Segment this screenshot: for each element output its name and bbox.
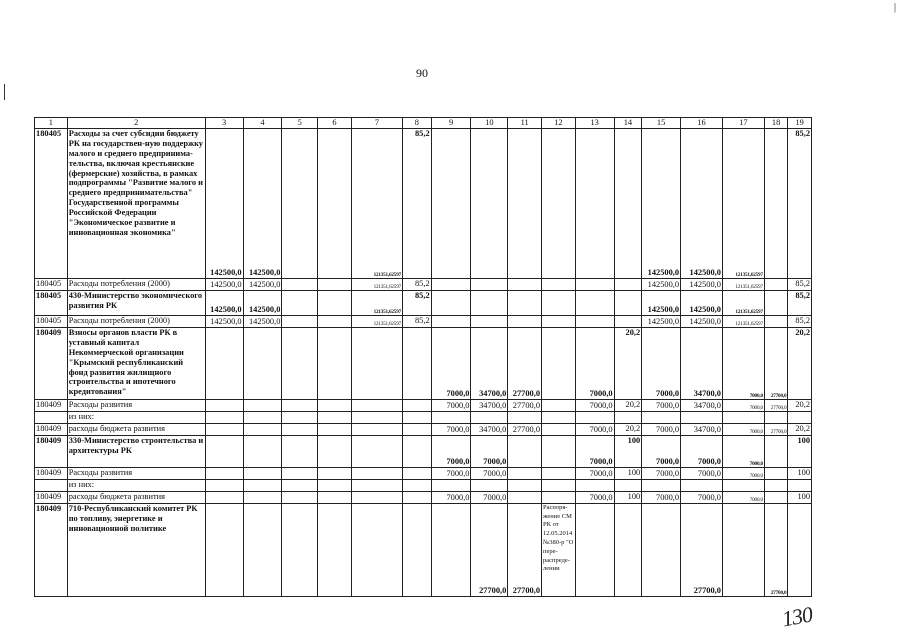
value-cell — [642, 411, 681, 423]
percent-cell — [614, 503, 642, 596]
value-cell: 7000,0 — [722, 423, 764, 435]
percent-cell: 85,2 — [788, 315, 812, 327]
column-number: 9 — [431, 118, 471, 129]
value-cell — [282, 278, 318, 290]
row-name: расходы бюджета развития — [67, 491, 205, 503]
value-cell: 121351,62597 — [722, 290, 764, 315]
value-cell — [431, 315, 471, 327]
value-cell: 7000,0 — [722, 467, 764, 479]
value-cell — [508, 315, 542, 327]
value-cell: 7000,0 — [722, 399, 764, 411]
percent-cell — [614, 411, 642, 423]
value-cell: 7000,0 — [681, 467, 723, 479]
value-cell — [471, 479, 508, 491]
value-cell — [681, 479, 723, 491]
row-name: Расходы за счет субсидии бюджету РК на государствен-ную поддержку малого и среднего предпринима-тельства, включая крестьянские (фермерские) хозяйства, в рамках подпрограммы "Развитие малого и среднего предпринимательства" Государственной программы Российской Федерации "Экономическое развитие и инновационная экономика" — [67, 128, 205, 278]
percent-cell: 20,2 — [614, 423, 642, 435]
value-cell: 142500,0 — [205, 315, 243, 327]
table-row — [35, 435, 812, 467]
value-cell — [243, 467, 282, 479]
value-cell: 7000,0 — [642, 423, 681, 435]
value-cell — [282, 435, 318, 467]
table-row — [35, 411, 812, 423]
value-cell — [542, 290, 576, 315]
column-number: 1 — [35, 118, 68, 129]
value-cell: 142500,0 — [642, 278, 681, 290]
percent-cell: 100 — [788, 435, 812, 467]
value-cell — [575, 479, 614, 491]
value-cell — [318, 479, 352, 491]
percent-cell: 100 — [614, 467, 642, 479]
value-cell: 7000,0 — [431, 423, 471, 435]
value-cell: 27700,0 — [508, 503, 542, 596]
value-cell — [431, 290, 471, 315]
column-number: 5 — [282, 118, 318, 129]
row-code: 180409 — [35, 467, 68, 479]
value-cell: 121351,62597 — [351, 290, 402, 315]
value-cell — [205, 411, 243, 423]
value-cell — [205, 435, 243, 467]
value-cell: 7000,0 — [431, 399, 471, 411]
value-cell — [318, 278, 352, 290]
percent-cell — [403, 423, 432, 435]
row-name: Расходы потребления (2000) — [67, 278, 205, 290]
value-cell: 27700,0 — [681, 503, 723, 596]
value-cell: 34700,0 — [681, 399, 723, 411]
value-cell: 142500,0 — [205, 290, 243, 315]
value-cell — [282, 479, 318, 491]
value-cell: 27700,0 — [471, 503, 508, 596]
row-name: Взносы органов власти РК в уставный капитал Некоммерческой организации "Крымский республиканский фонд развития жилищного строительства и ипотечного кредитования" — [67, 327, 205, 399]
value-cell — [243, 479, 282, 491]
percent-cell — [614, 479, 642, 491]
percent-cell — [788, 479, 812, 491]
value-cell — [508, 278, 542, 290]
row-code: 180405 — [35, 278, 68, 290]
percent-cell: 85,2 — [403, 315, 432, 327]
value-cell: 7000,0 — [642, 491, 681, 503]
value-cell: 34700,0 — [681, 327, 723, 399]
percent-cell — [788, 503, 812, 596]
value-cell — [575, 315, 614, 327]
value-cell — [318, 503, 352, 596]
value-cell — [471, 411, 508, 423]
value-cell: 142500,0 — [681, 128, 723, 278]
percent-cell: 20,2 — [614, 399, 642, 411]
column-number: 7 — [351, 118, 402, 129]
value-cell: 142500,0 — [243, 290, 282, 315]
column-number: 11 — [508, 118, 542, 129]
value-cell: 27700,0 — [764, 503, 788, 596]
value-cell: 34700,0 — [681, 423, 723, 435]
value-cell — [542, 315, 576, 327]
value-cell — [282, 467, 318, 479]
value-cell — [243, 491, 282, 503]
value-cell — [722, 503, 764, 596]
value-cell: 7000,0 — [431, 435, 471, 467]
value-cell — [318, 327, 352, 399]
value-cell — [471, 278, 508, 290]
value-cell: 7000,0 — [681, 491, 723, 503]
column-number-row — [35, 118, 812, 129]
column-number: 19 — [788, 118, 812, 129]
value-cell: 142500,0 — [642, 315, 681, 327]
column-number: 15 — [642, 118, 681, 129]
value-cell — [471, 128, 508, 278]
value-cell — [642, 479, 681, 491]
row-code: 180409 — [35, 327, 68, 399]
value-cell: 7000,0 — [431, 327, 471, 399]
percent-cell — [403, 327, 432, 399]
percent-cell — [403, 479, 432, 491]
value-cell — [351, 503, 402, 596]
row-name: 330-Министерство строительства и архитектуры РК — [67, 435, 205, 467]
value-cell — [351, 467, 402, 479]
value-cell: 142500,0 — [642, 290, 681, 315]
percent-cell: 100 — [788, 491, 812, 503]
row-code: 180409 — [35, 503, 68, 596]
percent-cell: 85,2 — [788, 290, 812, 315]
value-cell: 121351,62597 — [351, 128, 402, 278]
value-cell — [351, 327, 402, 399]
row-code: 180409 — [35, 399, 68, 411]
value-cell: 34700,0 — [471, 423, 508, 435]
percent-cell — [788, 411, 812, 423]
row-code: 180409 — [35, 423, 68, 435]
percent-cell: 100 — [614, 435, 642, 467]
row-code — [35, 411, 68, 423]
value-cell — [282, 290, 318, 315]
value-cell — [318, 290, 352, 315]
percent-cell: 85,2 — [403, 290, 432, 315]
value-cell — [542, 491, 576, 503]
table-row — [35, 423, 812, 435]
value-cell — [243, 435, 282, 467]
table-row — [35, 399, 812, 411]
column-number: 2 — [67, 118, 205, 129]
percent-cell — [403, 411, 432, 423]
value-cell: 121351,62597 — [351, 315, 402, 327]
value-cell — [282, 491, 318, 503]
value-cell: 7000,0 — [575, 467, 614, 479]
row-name: расходы бюджета развития — [67, 423, 205, 435]
value-cell: 142500,0 — [681, 290, 723, 315]
value-cell: 7000,0 — [642, 435, 681, 467]
value-cell — [642, 503, 681, 596]
value-cell: 7000,0 — [575, 491, 614, 503]
note-cell: Распоря-жение СМ РК от 12.05.2014 №380-р "О пере-распреде-лении — [542, 503, 576, 596]
column-number: 12 — [542, 118, 576, 129]
table-row — [35, 278, 812, 290]
column-number: 14 — [614, 118, 642, 129]
value-cell — [508, 467, 542, 479]
table-row — [35, 327, 812, 399]
value-cell — [205, 399, 243, 411]
column-number: 13 — [575, 118, 614, 129]
percent-cell: 100 — [788, 467, 812, 479]
value-cell — [764, 411, 788, 423]
value-cell — [575, 290, 614, 315]
value-cell — [542, 423, 576, 435]
value-cell: 27700,0 — [508, 327, 542, 399]
value-cell: 142500,0 — [243, 315, 282, 327]
percent-cell — [403, 503, 432, 596]
value-cell: 142500,0 — [642, 128, 681, 278]
row-name: Расходы развития — [67, 399, 205, 411]
row-name: из них: — [67, 411, 205, 423]
value-cell — [282, 315, 318, 327]
value-cell: 7000,0 — [471, 467, 508, 479]
percent-cell: 20,2 — [788, 423, 812, 435]
value-cell — [318, 128, 352, 278]
value-cell — [351, 423, 402, 435]
value-cell — [318, 491, 352, 503]
value-cell — [764, 290, 788, 315]
column-number: 17 — [722, 118, 764, 129]
value-cell: 27700,0 — [764, 327, 788, 399]
row-name: Расходы развития — [67, 467, 205, 479]
value-cell — [575, 503, 614, 596]
value-cell — [575, 278, 614, 290]
margin-mark — [4, 84, 5, 100]
value-cell — [282, 399, 318, 411]
row-name: 430-Министерство экономического развития РК — [67, 290, 205, 315]
column-number: 10 — [471, 118, 508, 129]
row-name: 710-Республиканский комитет РК по топливу, энергетике и инновационной политике — [67, 503, 205, 596]
value-cell: 7000,0 — [642, 467, 681, 479]
percent-cell: 85,2 — [788, 128, 812, 278]
value-cell — [243, 327, 282, 399]
value-cell — [205, 423, 243, 435]
value-cell — [351, 435, 402, 467]
column-number: 8 — [403, 118, 432, 129]
percent-cell — [614, 278, 642, 290]
value-cell: 7000,0 — [642, 399, 681, 411]
value-cell: 7000,0 — [642, 327, 681, 399]
value-cell — [205, 467, 243, 479]
percent-cell — [403, 491, 432, 503]
value-cell: 7000,0 — [722, 491, 764, 503]
value-cell: 142500,0 — [243, 278, 282, 290]
budget-table — [34, 117, 812, 597]
value-cell: 142500,0 — [205, 128, 243, 278]
percent-cell — [614, 290, 642, 315]
value-cell — [431, 503, 471, 596]
value-cell: 7000,0 — [575, 399, 614, 411]
value-cell — [542, 411, 576, 423]
column-number: 3 — [205, 118, 243, 129]
value-cell — [243, 399, 282, 411]
value-cell — [681, 411, 723, 423]
row-name: из них: — [67, 479, 205, 491]
value-cell — [351, 491, 402, 503]
value-cell — [351, 411, 402, 423]
percent-cell: 20,2 — [788, 327, 812, 399]
value-cell: 27700,0 — [508, 399, 542, 411]
row-code: 180409 — [35, 435, 68, 467]
value-cell: 34700,0 — [471, 399, 508, 411]
column-number: 18 — [764, 118, 788, 129]
row-name: Расходы потребления (2000) — [67, 315, 205, 327]
value-cell — [764, 467, 788, 479]
percent-cell: 85,2 — [403, 278, 432, 290]
value-cell: 7000,0 — [681, 435, 723, 467]
value-cell — [282, 423, 318, 435]
percent-cell — [614, 128, 642, 278]
value-cell — [508, 128, 542, 278]
value-cell — [508, 435, 542, 467]
value-cell — [542, 278, 576, 290]
value-cell — [205, 327, 243, 399]
value-cell — [575, 128, 614, 278]
value-cell — [764, 278, 788, 290]
column-number: 4 — [243, 118, 282, 129]
value-cell — [722, 411, 764, 423]
value-cell — [542, 467, 576, 479]
value-cell — [764, 479, 788, 491]
value-cell: 142500,0 — [205, 278, 243, 290]
table-body — [35, 118, 812, 597]
percent-cell — [403, 435, 432, 467]
handwritten-page-number: 130 — [779, 601, 814, 632]
value-cell — [431, 128, 471, 278]
value-cell — [542, 128, 576, 278]
value-cell: 7000,0 — [575, 423, 614, 435]
value-cell: 142500,0 — [681, 278, 723, 290]
value-cell — [351, 399, 402, 411]
value-cell — [431, 479, 471, 491]
value-cell — [205, 479, 243, 491]
value-cell — [318, 423, 352, 435]
value-cell — [243, 411, 282, 423]
percent-cell — [403, 399, 432, 411]
row-code: 180409 — [35, 491, 68, 503]
value-cell — [764, 315, 788, 327]
value-cell — [508, 290, 542, 315]
percent-cell: 85,2 — [403, 128, 432, 278]
value-cell: 7000,0 — [722, 327, 764, 399]
value-cell — [205, 491, 243, 503]
row-code: 180405 — [35, 128, 68, 278]
column-number: 16 — [681, 118, 723, 129]
column-number: 6 — [318, 118, 352, 129]
page-number: 90 — [416, 66, 428, 80]
value-cell — [243, 503, 282, 596]
value-cell — [542, 479, 576, 491]
value-cell — [508, 411, 542, 423]
value-cell: 7000,0 — [431, 491, 471, 503]
value-cell: 7000,0 — [471, 491, 508, 503]
row-code: 180405 — [35, 290, 68, 315]
value-cell: 121351,62597 — [722, 278, 764, 290]
value-cell — [575, 411, 614, 423]
value-cell — [318, 411, 352, 423]
value-cell — [351, 479, 402, 491]
value-cell: 121351,62597 — [722, 315, 764, 327]
value-cell: 121351,62597 — [722, 128, 764, 278]
value-cell — [282, 503, 318, 596]
value-cell — [508, 479, 542, 491]
row-code — [35, 479, 68, 491]
value-cell — [205, 503, 243, 596]
row-code: 180405 — [35, 315, 68, 327]
value-cell — [318, 399, 352, 411]
table-row — [35, 491, 812, 503]
value-cell: 7000,0 — [471, 435, 508, 467]
value-cell — [542, 327, 576, 399]
table-row — [35, 503, 812, 596]
value-cell — [282, 327, 318, 399]
value-cell: 121351,62597 — [351, 278, 402, 290]
value-cell — [318, 435, 352, 467]
percent-cell: 100 — [614, 491, 642, 503]
value-cell: 7000,0 — [431, 467, 471, 479]
value-cell: 142500,0 — [243, 128, 282, 278]
corner-mark: | — [894, 2, 897, 13]
value-cell — [471, 290, 508, 315]
value-cell — [431, 278, 471, 290]
value-cell: 7000,0 — [722, 435, 764, 467]
value-cell — [508, 491, 542, 503]
value-cell: 142500,0 — [681, 315, 723, 327]
value-cell: 7000,0 — [575, 435, 614, 467]
value-cell — [243, 423, 282, 435]
value-cell — [542, 399, 576, 411]
value-cell — [318, 315, 352, 327]
value-cell — [471, 315, 508, 327]
table-row — [35, 467, 812, 479]
table-row — [35, 290, 812, 315]
value-cell — [282, 411, 318, 423]
table-row — [35, 315, 812, 327]
percent-cell: 20,2 — [788, 399, 812, 411]
percent-cell — [403, 467, 432, 479]
value-cell — [318, 467, 352, 479]
value-cell: 34700,0 — [471, 327, 508, 399]
percent-cell: 20,2 — [614, 327, 642, 399]
value-cell — [764, 491, 788, 503]
value-cell — [722, 479, 764, 491]
value-cell — [764, 128, 788, 278]
value-cell — [764, 435, 788, 467]
value-cell: 27700,0 — [508, 423, 542, 435]
table-row — [35, 479, 812, 491]
value-cell: 7000,0 — [575, 327, 614, 399]
value-cell: 27700,0 — [764, 423, 788, 435]
percent-cell — [614, 315, 642, 327]
value-cell — [431, 411, 471, 423]
table-row — [35, 128, 812, 278]
value-cell — [282, 128, 318, 278]
value-cell — [542, 435, 576, 467]
value-cell: 27700,0 — [764, 399, 788, 411]
percent-cell: 85,2 — [788, 278, 812, 290]
